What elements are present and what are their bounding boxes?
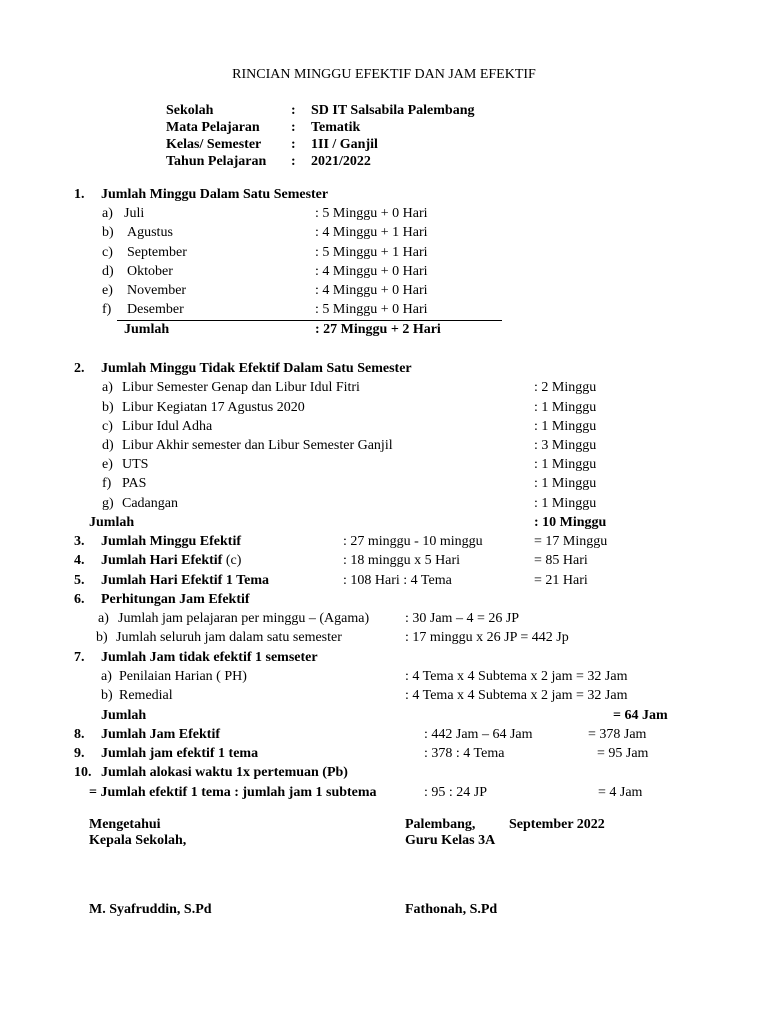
total-label: Jumlah — [101, 708, 147, 723]
info-value-subject: Tematik — [311, 120, 361, 135]
month-name: November — [127, 283, 187, 298]
section-4-title — [101, 553, 241, 569]
item-value: : 4 Tema x 4 Subtema x 2 jam = 32 Jam — [405, 688, 628, 703]
signature-principal-name: M. Syafruddin, S.Pd — [89, 902, 212, 917]
signature-principal-title: Kepala Sekolah, — [89, 833, 187, 848]
result-value: = 378 Jam — [588, 727, 647, 742]
signature-date: September 2022 — [509, 817, 605, 832]
info-label-year: Tahun Pelajaran — [166, 154, 267, 169]
item-letter: d) — [102, 264, 114, 279]
holiday-name: Libur Akhir semester dan Libur Semester Ganjil — [122, 438, 393, 453]
total-value: : 27 Minggu + 2 Hari — [315, 322, 441, 337]
item-letter: b) — [101, 688, 113, 703]
section-number: 5. — [74, 573, 85, 588]
item-letter: a) — [102, 206, 113, 221]
item-letter: b) — [96, 630, 108, 645]
info-value-class: 1II / Ganjil — [311, 137, 378, 152]
section-title: Jumlah Minggu Tidak Efektif Dalam Satu Semester — [101, 361, 412, 376]
item-name: Jumlah seluruh jam dalam satu semester — [116, 630, 342, 645]
item-letter: a) — [98, 611, 109, 626]
result-value: = 85 Hari — [534, 553, 588, 568]
info-label-class: Kelas/ Semester — [166, 137, 262, 152]
month-value: : 4 Minggu + 1 Hari — [315, 225, 428, 240]
holiday-name: Libur Semester Genap dan Libur Idul Fitri — [122, 380, 360, 395]
calc-value: : 378 : 4 Tema — [424, 746, 505, 761]
section-number: 9. — [74, 746, 85, 761]
section-number: 1. — [74, 187, 85, 202]
month-value: : 4 Minggu + 0 Hari — [315, 264, 428, 279]
total-value: : 10 Minggu — [534, 515, 607, 530]
section-number: 4. — [74, 553, 85, 568]
item-letter: e) — [102, 457, 113, 472]
section-title: Jumlah Jam tidak efektif 1 semseter — [101, 650, 318, 665]
total-label: Jumlah — [124, 322, 170, 337]
info-label-school: Sekolah — [166, 103, 214, 118]
item-letter: d) — [102, 438, 114, 453]
month-value: : 5 Minggu + 1 Hari — [315, 245, 428, 260]
signature-acknowledged: Mengetahui — [89, 817, 161, 832]
section-title: Jumlah Hari Efektif 1 Tema — [101, 573, 270, 588]
total-value: = 64 Jam — [613, 708, 668, 723]
page-title: RINCIAN MINGGU EFEKTIF DAN JAM EFEKTIF — [232, 67, 536, 82]
info-sep: : — [291, 154, 296, 169]
result-value: = 95 Jam — [597, 746, 649, 761]
formula-text: = Jumlah efektif 1 tema : jumlah jam 1 subtema — [89, 785, 377, 800]
month-value: : 5 Minggu + 0 Hari — [315, 302, 428, 317]
holiday-value: : 3 Minggu — [534, 438, 597, 453]
section-title: Jumlah Minggu Efektif — [101, 534, 242, 549]
item-letter: c) — [102, 245, 113, 260]
item-value: : 4 Tema x 4 Subtema x 2 jam = 32 Jam — [405, 669, 628, 684]
section-number: 10. — [74, 765, 92, 780]
section-title: Jumlah Hari Efektif — [101, 553, 223, 568]
section-4 — [74, 553, 85, 569]
holiday-value: : 1 Minggu — [534, 476, 597, 491]
month-name: Juli — [124, 206, 145, 221]
month-name: September — [127, 245, 187, 260]
section-number: 7. — [74, 650, 85, 665]
item-letter: f) — [102, 476, 112, 491]
holiday-name: PAS — [122, 476, 147, 491]
section-number: 6. — [74, 592, 85, 607]
holiday-value: : 1 Minggu — [534, 457, 597, 472]
month-value: : 5 Minggu + 0 Hari — [315, 206, 428, 221]
month-name: Agustus — [127, 225, 173, 240]
holiday-name: Libur Idul Adha — [122, 419, 213, 434]
item-letter: b) — [102, 400, 114, 415]
item-value: : 30 Jam – 4 = 26 JP — [405, 611, 520, 626]
calc-value: : 95 : 24 JP — [424, 785, 488, 800]
info-value-year: 2021/2022 — [311, 154, 371, 169]
item-letter: c) — [102, 419, 113, 434]
item-value: : 17 minggu x 26 JP = 442 Jp — [405, 630, 569, 645]
info-label-subject: Mata Pelajaran — [166, 120, 260, 135]
section-number: 2. — [74, 361, 85, 376]
holiday-value: : 1 Minggu — [534, 496, 597, 511]
section-title: Jumlah jam efektif 1 tema — [101, 746, 259, 761]
result-value: = 4 Jam — [598, 785, 643, 800]
calc-value: : 108 Hari : 4 Tema — [343, 573, 452, 588]
item-letter: f) — [102, 302, 112, 317]
item-name: Remedial — [119, 688, 173, 703]
item-name: Penilaian Harian ( PH) — [119, 669, 247, 684]
total-label: Jumlah — [89, 515, 135, 530]
item-name: Jumlah jam pelajaran per minggu – (Agama) — [118, 611, 370, 626]
info-sep: : — [291, 103, 296, 118]
section-number: 3. — [74, 534, 85, 549]
signature-teacher-title: Guru Kelas 3A — [405, 833, 496, 848]
signature-place: Palembang, — [405, 817, 476, 832]
total-divider — [117, 320, 502, 321]
section-title: Perhitungan Jam Efektif — [101, 592, 250, 607]
section-title: Jumlah Jam Efektif — [101, 727, 220, 742]
month-value: : 4 Minggu + 0 Hari — [315, 283, 428, 298]
signature-teacher-name: Fathonah, S.Pd — [405, 902, 498, 917]
item-letter: b) — [102, 225, 114, 240]
holiday-value: : 1 Minggu — [534, 419, 597, 434]
holiday-name: UTS — [122, 457, 149, 472]
holiday-name: Libur Kegiatan 17 Agustus 2020 — [122, 400, 305, 415]
holiday-value: : 1 Minggu — [534, 400, 597, 415]
section-suffix: (c) — [222, 553, 242, 568]
holiday-name: Cadangan — [122, 496, 178, 511]
section-title: Jumlah Minggu Dalam Satu Semester — [101, 187, 329, 202]
result-value: = 17 Minggu — [534, 534, 608, 549]
month-name: Desember — [127, 302, 184, 317]
item-letter: e) — [102, 283, 113, 298]
section-title: Jumlah alokasi waktu 1x pertemuan (Pb) — [101, 765, 348, 780]
info-value-school: SD IT Salsabila Palembang — [311, 103, 475, 118]
calc-value: : 442 Jam – 64 Jam — [424, 727, 533, 742]
calc-value: : 27 minggu - 10 minggu — [343, 534, 483, 549]
info-sep: : — [291, 137, 296, 152]
item-letter: g) — [102, 496, 114, 511]
info-sep: : — [291, 120, 296, 135]
month-name: Oktober — [127, 264, 173, 279]
item-letter: a) — [101, 669, 112, 684]
section-number: 8. — [74, 727, 85, 742]
item-letter: a) — [102, 380, 113, 395]
holiday-value: : 2 Minggu — [534, 380, 597, 395]
result-value: = 21 Hari — [534, 573, 588, 588]
calc-value: : 18 minggu x 5 Hari — [343, 553, 461, 568]
